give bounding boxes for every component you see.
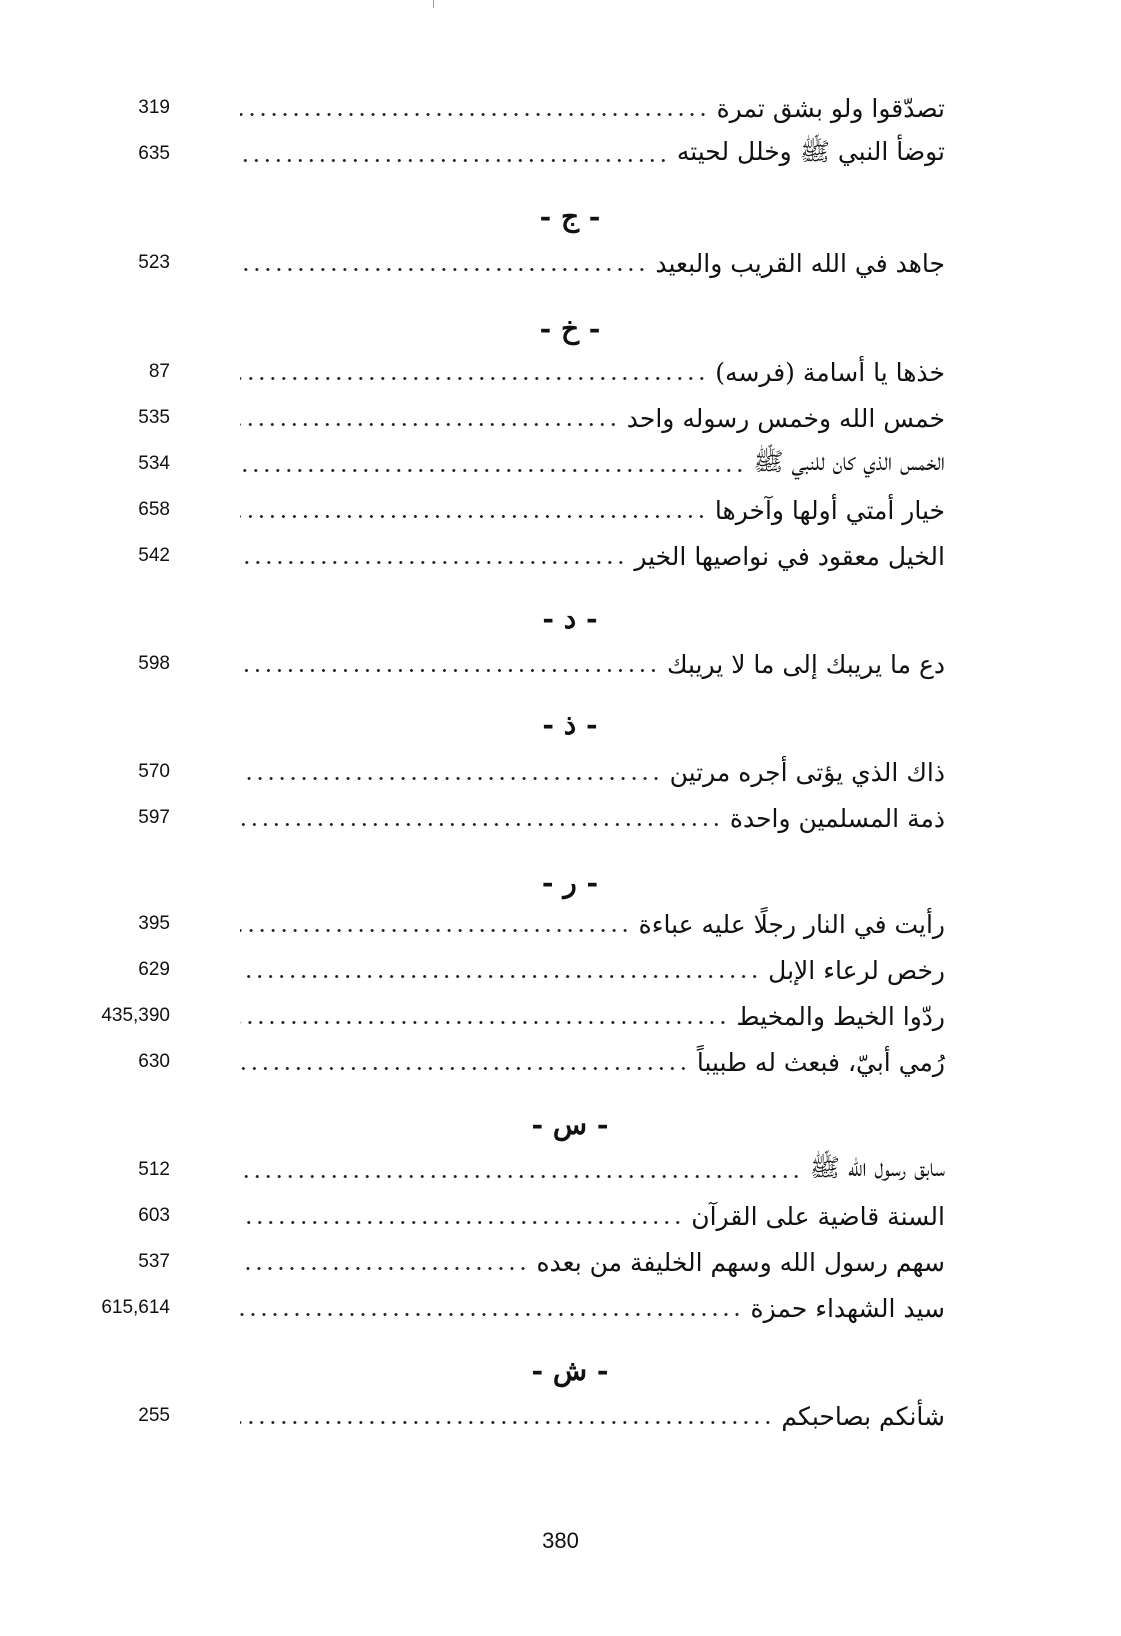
entry-page: 598	[138, 653, 170, 674]
index-entry	[60, 1242, 945, 1282]
entry-page: 570	[138, 761, 170, 782]
entry-text: خذها يا أسامة (فرسه)	[715, 357, 945, 387]
index-entry	[60, 1042, 945, 1082]
entry-text: ذمة المسلمين واحدة	[729, 803, 945, 833]
index-entry	[60, 1150, 945, 1190]
entry-page: 629	[138, 959, 170, 980]
index-entry	[60, 1196, 945, 1236]
dot-leader	[240, 777, 662, 780]
dot-leader	[240, 268, 647, 271]
index-entry	[60, 950, 945, 990]
entry-page: 255	[138, 1405, 170, 1426]
entry-text: خيار أمتي أولها وآخرها	[714, 495, 945, 525]
entry-text: خمس الله وخمس رسوله واحد	[626, 403, 945, 433]
entry-page: 534	[138, 453, 170, 474]
dot-leader	[240, 823, 722, 826]
entry-page: 615,614	[101, 1297, 170, 1318]
entry-text: رأيت في النار رجلًا عليه عباءة	[638, 909, 945, 939]
entry-text: سهم رسول الله وسهم الخليفة من بعده	[536, 1247, 945, 1277]
section-heading-dhal: - ذ -	[542, 708, 598, 741]
section-heading-kha: - خ -	[539, 312, 601, 345]
entry-text: الخمس الذي كان للنبي ﷺ	[753, 446, 945, 476]
entry-page: 319	[138, 97, 170, 118]
entry-text: رُمي أبيّ، فبعث له طبيباً	[696, 1047, 945, 1077]
page-number: 380	[542, 1528, 579, 1553]
index-entry	[60, 798, 945, 838]
entry-text: الخيل معقود في نواصيها الخير	[634, 541, 945, 571]
index-entry	[60, 752, 945, 792]
index-entry	[60, 1396, 945, 1436]
section-heading-sin: - س -	[531, 1108, 609, 1141]
index-entry	[60, 490, 945, 530]
entry-text: جاهد في الله القريب والبعيد	[655, 248, 945, 278]
dot-leader	[240, 423, 619, 426]
dot-leader	[240, 515, 707, 518]
entry-text: ردّوا الخيط والمخيط	[736, 1001, 945, 1031]
index-entry	[60, 904, 945, 944]
section-heading-dal: - د -	[542, 602, 598, 635]
entry-page: 630	[138, 1051, 170, 1072]
entry-page: 512	[138, 1159, 170, 1180]
entry-page: 597	[138, 807, 170, 828]
dot-leader	[240, 1267, 528, 1270]
entry-page: 395	[138, 913, 170, 934]
entry-text: السنة قاضية على القرآن	[691, 1201, 945, 1231]
index-entry	[60, 996, 945, 1036]
index-entry	[60, 644, 945, 684]
entry-text: سيد الشهداء حمزة	[750, 1293, 945, 1323]
entry-page: 87	[148, 361, 170, 382]
dot-leader	[240, 929, 631, 932]
entry-page: 635	[138, 143, 170, 164]
index-entry	[60, 536, 945, 576]
entry-text: شأنكم بصاحبكم	[781, 1401, 945, 1431]
index-entry	[60, 398, 945, 438]
dot-leader	[240, 975, 760, 978]
dot-leader	[240, 469, 745, 472]
entry-text: دع ما يريبك إلى ما لا يريبك	[666, 649, 945, 679]
dot-leader	[240, 561, 626, 564]
index-entry	[60, 352, 945, 392]
section-heading-ra: - ر -	[541, 866, 599, 899]
entry-text: ذاك الذي يؤتى أجره مرتين	[669, 757, 945, 787]
dot-leader	[240, 1221, 683, 1224]
entry-page: 658	[138, 499, 170, 520]
dot-leader	[240, 1067, 689, 1070]
section-heading-shin: - ش -	[531, 1354, 609, 1387]
entry-text: سابق رسول الله ﷺ	[809, 1152, 945, 1182]
dot-leader	[240, 377, 707, 380]
dot-leader	[240, 1421, 773, 1424]
entry-text: رخص لرعاء الإبل	[768, 955, 945, 985]
entry-page: 435,390	[101, 1005, 170, 1026]
index-entry	[60, 243, 945, 283]
dot-leader	[240, 113, 709, 116]
entry-page: 535	[138, 407, 170, 428]
section-heading-jim: - ج -	[539, 200, 601, 233]
scan-mark	[433, 0, 434, 8]
entry-text: توضأ النبي ﷺ وخلل لحيته	[676, 136, 945, 166]
entry-page: 537	[138, 1251, 170, 1272]
index-entry	[60, 1288, 945, 1328]
index-entry	[60, 134, 945, 174]
index-entry	[60, 444, 945, 484]
entry-page: 603	[138, 1205, 170, 1226]
dot-leader	[240, 1175, 802, 1178]
entry-page: 523	[138, 252, 170, 273]
entry-page: 542	[138, 545, 170, 566]
entry-text: تصدّقوا ولو بشق تمرة	[716, 93, 945, 123]
dot-leader	[240, 669, 659, 672]
index-entry	[60, 88, 945, 128]
dot-leader	[240, 1021, 728, 1024]
dot-leader	[240, 159, 669, 162]
dot-leader	[240, 1313, 742, 1316]
